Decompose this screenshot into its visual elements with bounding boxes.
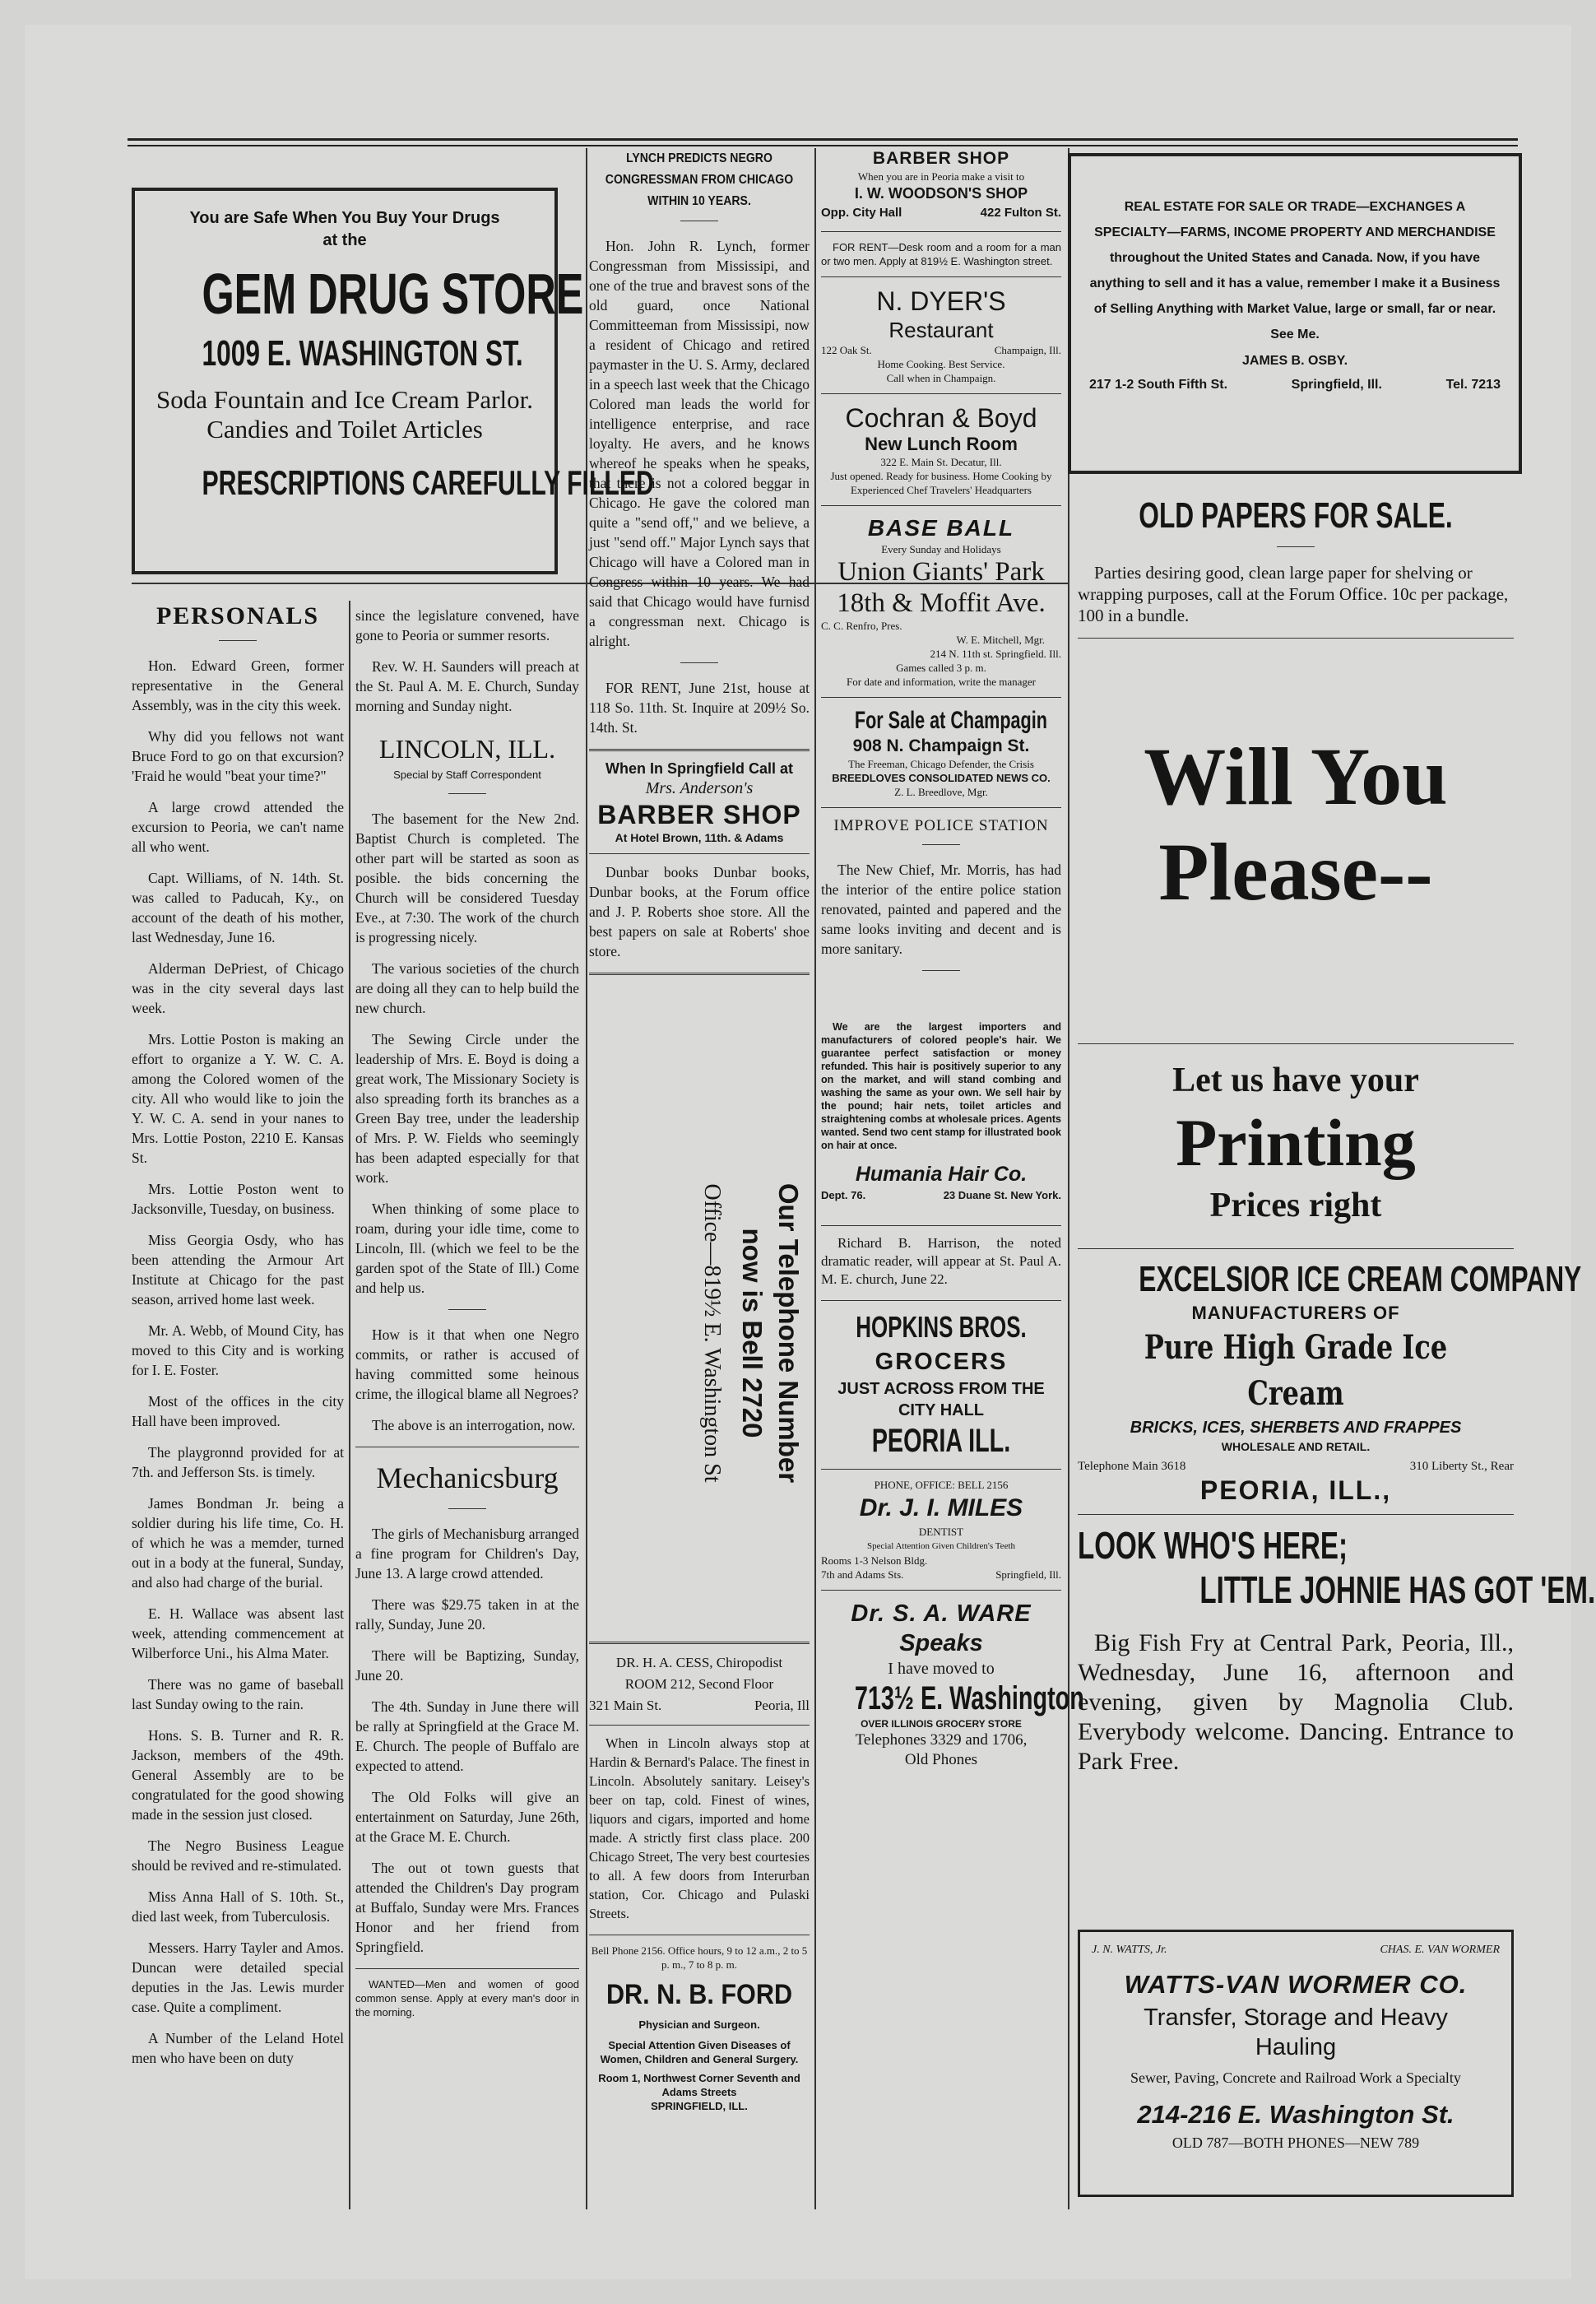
personal-item: There was no game of baseball last Sunday owing to the rain. bbox=[132, 1676, 344, 1712]
divider bbox=[448, 793, 486, 794]
excelsior-mfr: MANUFACTURERS OF bbox=[1191, 1303, 1400, 1323]
divider bbox=[821, 697, 1061, 698]
personal-item: Messers. Harry Tayler and Amos. Duncan were detailed special deputies in the Jas. Lewis murder case. Quite a compliment. bbox=[132, 1939, 344, 2015]
cochran-boyd-ad bbox=[821, 402, 1061, 497]
personals-continued: since the legislature convened, have gone to Peoria or summer resorts. bbox=[355, 607, 579, 643]
divider bbox=[821, 276, 1061, 277]
column-rule bbox=[814, 148, 816, 2209]
divider bbox=[448, 1508, 486, 1509]
osby-city: Springfield, Ill. bbox=[1291, 378, 1382, 392]
dunbar-books-notice: Dunbar books Dunbar books, Dunbar books, at the Forum office and J. P. Roberts shoe store. All the best papers on sale at Roberts' shoe store. bbox=[589, 864, 810, 959]
divider bbox=[821, 505, 1061, 506]
column-rule bbox=[349, 601, 350, 2209]
osby-tel: Tel. 7213 bbox=[1445, 378, 1501, 392]
champaign-mgr: Z. L. Breedlove, Mgr. bbox=[894, 786, 988, 798]
divider bbox=[821, 1590, 1061, 1591]
lincoln-item: The various societies of the church are doing all they can to help build the new church. bbox=[355, 960, 579, 1016]
dyer-name: N. DYER'S bbox=[876, 286, 1006, 316]
printing-line3: Prices right bbox=[1209, 1187, 1382, 1224]
hardin-bernard-ad: When in Lincoln always stop at Hardin & Bernard's Palace. The finest in Lincoln. Absolutely sanitary. Leisey's beer on tap, cold. Finest of wines, liquors and cigars, imported and home made. A strictly first class place. 200 Chicago Street, The very best courtesies to all. A few doors from Interurban station, Cor. Chicago and Pulaski Streets. bbox=[589, 1735, 810, 1921]
dyer-sub: Restaurant bbox=[888, 318, 994, 342]
divider bbox=[821, 807, 1061, 808]
cess-address: 321 Main St. bbox=[589, 1698, 662, 1713]
ford-city: SPRINGFIELD, ILL. bbox=[651, 2100, 748, 2112]
telephone-line1: Our Telephone Number bbox=[773, 1182, 804, 1484]
personal-item: James Bondman Jr. being a soldier during his life time, Co. H. of which he was a memder, turned out in a body at the funeral, Sunday, and also had charge of the burial. bbox=[132, 1495, 344, 1591]
miles-special: Special Attention Given Children's Teeth bbox=[866, 1541, 1016, 1551]
watts-line3: Sewer, Paving, Concrete and Railroad Work a Specialty bbox=[1130, 2069, 1461, 2086]
column-three-lower bbox=[589, 1633, 810, 2113]
miles-sts: 7th and Adams Sts. bbox=[821, 1568, 904, 1581]
for-rent-house: FOR RENT, June 21st, house at 118 So. 11th. St. Inquire at 209½ So. 14th. St. bbox=[589, 680, 810, 736]
divider bbox=[1078, 1514, 1514, 1515]
dyer-l2: Call when in Champaign. bbox=[886, 372, 996, 384]
baseball-address: 214 N. 11th st. Springfield. Ill. bbox=[930, 648, 1061, 660]
ware-address: 713½ E. Washington bbox=[854, 1680, 1084, 1716]
column-five bbox=[1078, 494, 1596, 1788]
ford-hours: Bell Phone 2156. Office hours, 9 to 12 a.m., 2 to 5 p. m., 7 to 8 p. m. bbox=[591, 1944, 808, 1971]
cochran-name: Cochran & Boyd bbox=[845, 403, 1037, 433]
osby-real-estate-ad bbox=[1068, 153, 1522, 474]
hopkins-city: PEORIA ILL. bbox=[871, 1423, 1011, 1459]
miles-title: DENTIST bbox=[918, 1526, 964, 1538]
mechanicsburg-heading: Mechanicsburg bbox=[376, 1461, 559, 1494]
cess-ad bbox=[589, 1652, 810, 1716]
harrison-notice: Richard B. Harrison, the noted dramatic reader, will appear at St. Paul A. M. E. church, June 22. bbox=[821, 1235, 1061, 1287]
woodson-name: I. W. WOODSON'S SHOP bbox=[854, 185, 1028, 202]
personal-item: Hon. Edward Green, former representative in the General Assembly, was in the city this week. bbox=[132, 657, 344, 713]
divider bbox=[821, 1300, 1061, 1301]
miles-city: Springfield, Ill. bbox=[995, 1568, 1061, 1581]
excelsior-ice-cream-ad bbox=[1078, 1257, 1582, 1506]
anderson-line2: Mrs. Anderson's bbox=[645, 779, 754, 797]
telephone-notice bbox=[601, 1029, 806, 1637]
personals-heading: PERSONALS bbox=[155, 602, 320, 629]
mechanicsburg-item: The Old Folks will give an entertainment on Saturday, June 26th, at the Grace M. E. Church. bbox=[355, 1789, 579, 1845]
baseball-park: Union Giants' Park bbox=[837, 557, 1045, 587]
gem-drug-store-ad bbox=[132, 188, 654, 574]
dyer-restaurant-ad bbox=[821, 286, 1061, 385]
personal-item: Miss Anna Hall of S. 10th. St., died last week, from Tuberculosis. bbox=[132, 1888, 344, 1925]
lincoln-subheading: Special by Staff Correspondent bbox=[393, 769, 541, 781]
excelsior-tel: Telephone Main 3618 bbox=[1078, 1460, 1186, 1473]
cochran-address: 322 E. Main St. Decatur, Ill. bbox=[880, 456, 1002, 468]
divider bbox=[589, 749, 810, 751]
police-heading: IMPROVE POLICE STATION bbox=[833, 817, 1049, 834]
lincoln-heading: LINCOLN, ILL. bbox=[378, 734, 556, 764]
watts-address: 214-216 E. Washington St. bbox=[1137, 2100, 1454, 2129]
lincoln-item: The basement for the New 2nd. Baptist Church is completed. The other part will be started as soon as posible. the bids concerning the Church will be considered Tuesday Eve., at 7:30. The work of the church is progressing nicely. bbox=[355, 811, 579, 945]
champaign-head: For Sale at Champagin bbox=[854, 707, 1047, 734]
watts-van-wormer-ad bbox=[1078, 1930, 1514, 2197]
humania-name: Humania Hair Co. bbox=[855, 1163, 1028, 1186]
personal-item: Alderman DePriest, of Chicago was in the city several days last week. bbox=[132, 960, 344, 1016]
mechanicsburg-item: There was $29.75 taken in at the rally, Sunday, June 20. bbox=[355, 1596, 579, 1633]
divider bbox=[448, 1309, 486, 1310]
divider bbox=[1078, 1043, 1514, 1044]
wanted-notice: WANTED—Men and women of good common sense. Apply at every man's door in the morning. bbox=[355, 1978, 579, 2018]
printing-line2: Printing bbox=[1176, 1105, 1416, 1180]
watts-line2: Hauling bbox=[1255, 2034, 1337, 2060]
cess-line2: ROOM 212, Second Floor bbox=[624, 1676, 774, 1692]
divider bbox=[821, 393, 1061, 394]
cochran-body: Just opened. Ready for business. Home Cooking by Experienced Chef Travelers' Headquarters bbox=[830, 470, 1052, 496]
divider bbox=[589, 973, 810, 975]
fish-fry-notice: Big Fish Fry at Central Park, Peoria, Ill., Wednesday, June 16, afternoon and evening, given by Magnolia Club. Everybody welcome. Dancing. Entrance to Park Free. bbox=[1078, 1629, 1514, 1775]
ware-old: Old Phones bbox=[904, 1751, 978, 1768]
ware-moved: I have moved to bbox=[888, 1660, 995, 1678]
old-papers-heading: OLD PAPERS FOR SALE. bbox=[1139, 495, 1453, 536]
divider bbox=[821, 231, 1061, 232]
personal-item: Most of the offices in the city Hall have been improved. bbox=[132, 1393, 344, 1429]
mechanicsburg-item: The girls of Mechanisburg arranged a fine program for Children's Day, June 13. A large crowd attended. bbox=[355, 1526, 579, 1582]
humania-body: We are the largest importers and manufacturers of colored people's hair. We guarantee perfect satisfaction or money refunded. This hair is positively superior to any on the market, and will stand combing and washing the same as your own. We sell hair by the pound; hair nets, toilet articles and straightening combs at wholesale prices. Agents wanted. Send two cent stamp for illustrated book on hair at once. bbox=[821, 1021, 1061, 1151]
printing-line1: Let us have your bbox=[1172, 1061, 1419, 1099]
baseball-games: Games called 3 p. m. bbox=[896, 662, 986, 674]
personals-list bbox=[132, 656, 344, 2068]
lincoln-item: When thinking of some place to roam, during your idle time, come to Lincoln, Ill. (which we feel to be the garden spot of the State of Ill.) Come and help us. bbox=[355, 1201, 579, 1296]
osby-name: JAMES B. OSBY. bbox=[1241, 354, 1348, 368]
column-four bbox=[821, 148, 1084, 1770]
personal-item: E. H. Wallace was absent last week, attending commencement at Wilberforce Uni., his Alma Mater. bbox=[132, 1605, 344, 1661]
divider bbox=[589, 1725, 810, 1726]
divider bbox=[1078, 1248, 1514, 1249]
miles-phone: PHONE, OFFICE: BELL 2156 bbox=[874, 1479, 1009, 1491]
ford-special: Special Attention Given Diseases of Women, Children and General Surgery. bbox=[600, 2039, 799, 2065]
divider bbox=[821, 1225, 1061, 1226]
mechanicsburg-item: There will be Baptizing, Sunday, June 20. bbox=[355, 1647, 579, 1684]
ware-tel: Telephones 3329 and 1706, bbox=[855, 1731, 1028, 1749]
lynch-heading: LYNCH PREDICTS NEGRO CONGRESSMAN FROM CHICAGO WITHIN 10 YEARS. bbox=[605, 151, 794, 208]
lynch-article: Hon. John R. Lynch, former Congressman from Mississipi, and one of the true and bravest sons of the old guard, once National Committeeman from Mississipi, now a resident of Chicago and retired paymaster in the U. S. Army, declared in a speech last week that the Chicago Colored man leads the world for intelligence enterprise, and race loyalty. He avers, and he knows whereof he speaks when he speaks, that there is not a colored beggar in Chicago. He gave the colored man quite a "send off," and we believe, a just "send off." Major Lynch says that Chicago will have a Colored man in Congress within 10 years. We had said that Chicago would have furnisd a congressman next. Chicago is alright. bbox=[589, 238, 810, 649]
baseball-mgr: W. E. Mitchell, Mgr. bbox=[956, 634, 1045, 646]
baseball-pres: C. C. Renfro, Pres. bbox=[821, 620, 902, 632]
personal-item: Mr. A. Webb, of Mound City, has moved to this City and is working for I. E. Foster. bbox=[132, 1322, 344, 1378]
police-article: The New Chief, Mr. Morris, has had the interior of the entire police station renovated, painted and papered and the same looks inviting and decent and is more sanitary. bbox=[821, 862, 1061, 957]
woodson-head: BARBER SHOP bbox=[872, 149, 1010, 168]
gem-line2: at the bbox=[322, 231, 367, 249]
ware-speaks: Speaks bbox=[899, 1630, 983, 1656]
hopkins-across: JUST ACROSS FROM THE CITY HALL bbox=[837, 1380, 1045, 1419]
baseball-head: BASE BALL bbox=[867, 515, 1015, 541]
woodson-left: Opp. City Hall bbox=[821, 206, 902, 220]
humania-hair-ad bbox=[821, 1020, 1061, 1202]
divider bbox=[922, 844, 960, 845]
mechanicsburg-item: The out ot town guests that attended the Children's Day program at Buffalo, Sunday were Mrs. Frances Honor and her friend from Springfield. bbox=[355, 1860, 579, 1955]
gem-footer: PRESCRIPTIONS CAREFULLY FILLED bbox=[202, 463, 654, 502]
personal-item: Mrs. Lottie Poston went to Jacksonville, Tuesday, on business. bbox=[132, 1181, 344, 1217]
champaign-news-ad bbox=[821, 706, 1061, 799]
old-papers-body: Parties desiring good, clean large paper for shelving or wrapping purposes, call at the Forum Office. 10c per package, 100 in a bundle. bbox=[1078, 563, 1509, 625]
mechanicsburg-list bbox=[355, 1524, 579, 1957]
johnie-line2: LITTLE JOHNIE HAS GOT 'EM. bbox=[1199, 1568, 1596, 1611]
woodson-right: 422 Fulton St. bbox=[980, 206, 1061, 220]
excelsior-city: PEORIA, ILL., bbox=[1199, 1475, 1392, 1505]
personal-item: Mrs. Lottie Poston is making an effort to organize a Y. W. C. A. among the Colored women of the city. All who would like to join the Y. W. C. A. send in your nanes to Mrs. Lottie Poston, 2210 E. Kansas St. bbox=[132, 1031, 344, 1166]
cochran-sub: New Lunch Room bbox=[865, 434, 1018, 454]
divider bbox=[922, 970, 960, 971]
ford-name: DR. N. B. FORD bbox=[605, 1979, 793, 2010]
divider bbox=[1078, 638, 1514, 639]
hopkins-name: HOPKINS BROS. bbox=[856, 1310, 1027, 1344]
gem-address: 1009 E. WASHINGTON ST. bbox=[202, 333, 523, 374]
will-you-line2: Please-- bbox=[1158, 826, 1433, 917]
baseball-location: 18th & Moffit Ave. bbox=[837, 588, 1046, 618]
divider bbox=[821, 1469, 1061, 1470]
excelsior-name: EXCELSIOR ICE CREAM COMPANY bbox=[1139, 1259, 1582, 1299]
watts-left: J. N. WATTS, Jr. bbox=[1092, 1944, 1167, 1956]
miles-name: Dr. J. I. MILES bbox=[859, 1494, 1023, 1521]
telephone-line2: now is Bell 2720 bbox=[737, 1228, 768, 1438]
excelsior-pure: Pure High Grade Ice Cream bbox=[1144, 1328, 1448, 1413]
gem-line1: You are Safe When You Buy Your Drugs bbox=[189, 209, 500, 227]
question-text: How is it that when one Negro commits, or rather is accused of having committed some heinous crime, the illogical blame all Negroes? bbox=[355, 1326, 579, 1402]
ford-room: Room 1, Northwest Corner Seventh and Adams Streets bbox=[598, 2072, 800, 2098]
baseball-info: For date and information, write the manager bbox=[847, 676, 1036, 688]
ware-over: OVER ILLINOIS GROCERY STORE bbox=[861, 1718, 1022, 1730]
hopkins-grocers: GROCERS bbox=[875, 1349, 1008, 1375]
dyer-left: 122 Oak St. bbox=[821, 344, 872, 356]
woodson-sub: When you are in Peoria make a visit to bbox=[857, 170, 1025, 183]
cess-city: Peoria, Ill bbox=[754, 1698, 810, 1713]
lincoln-item: The Sewing Circle under the leadership of Mrs. E. Boyd is doing a great work, The Missionary Society is also spreading forth its branches as a Green Bay tree, under the leadership of Mrs. P. W. Fields who seemingly has been adapted especially for that work. bbox=[355, 1031, 579, 1186]
anderson-line1: When In Springfield Call at bbox=[605, 760, 793, 777]
top-double-rule bbox=[128, 138, 1518, 146]
personal-item: A Number of the Leland Hotel men who have been on duty bbox=[132, 2030, 344, 2066]
anderson-barber-ad bbox=[589, 759, 810, 845]
column-two bbox=[355, 606, 579, 2019]
miles-dentist-ad bbox=[821, 1478, 1061, 1582]
lincoln-list bbox=[355, 809, 579, 1298]
divider bbox=[355, 1968, 579, 1969]
hopkins-grocers-ad bbox=[821, 1309, 1061, 1461]
answer-text: The above is an interrogation, now. bbox=[372, 1417, 576, 1433]
ford-title: Physician and Surgeon. bbox=[638, 2018, 760, 2031]
personal-item: Miss Georgia Osdy, who has been attending the Armour Art Institute at Chicago for the past season, arrived home last week. bbox=[132, 1232, 344, 1308]
woodson-barber-ad bbox=[821, 148, 1061, 223]
personal-item: A large crowd attended the excursion to Peoria, we can't name all who went. bbox=[132, 799, 344, 855]
baseball-sub: Every Sunday and Holidays bbox=[881, 543, 1001, 555]
anderson-address: At Hotel Brown, 11th. & Adams bbox=[615, 831, 784, 844]
personal-item: The playgronnd provided for at 7th. and Jefferson Sts. is timely. bbox=[132, 1444, 344, 1480]
ware-ad bbox=[821, 1599, 1084, 1770]
excelsior-wholesale: WHOLESALE AND RETAIL. bbox=[1221, 1440, 1371, 1453]
humania-dept: Dept. 76. bbox=[821, 1189, 866, 1201]
cess-line1: DR. H. A. CESS, Chiropodist bbox=[615, 1655, 783, 1670]
personals-column bbox=[132, 601, 344, 2079]
anderson-name: BARBER SHOP bbox=[597, 800, 801, 829]
personal-item: Capt. Williams, of N. 14th. St. was called to Paducah, Ky., on account of the death of his mother, last Wednesday, June 16. bbox=[132, 870, 344, 945]
osby-address: 217 1-2 South Fifth St. bbox=[1089, 378, 1228, 392]
johnie-line1: LOOK WHO'S HERE; bbox=[1078, 1524, 1348, 1567]
divider bbox=[589, 853, 810, 854]
telephone-line3: Office—819½ E. Washington St bbox=[699, 1183, 725, 1483]
personal-item: The Negro Business League should be revived and re-stimulated. bbox=[132, 1837, 344, 1874]
column-rule bbox=[586, 148, 587, 2209]
personal-item: Hons. S. B. Turner and R. R. Jackson, members of the 49th. General Assembly are to be congratulated for the good showing made in the session just closed. bbox=[132, 1727, 344, 1823]
divider bbox=[680, 662, 718, 663]
dyer-l1: Home Cooking. Best Service. bbox=[877, 358, 1005, 370]
watts-line1: Transfer, Storage and Heavy bbox=[1144, 2004, 1448, 2031]
will-you-line1: Will You bbox=[1144, 731, 1448, 822]
divider bbox=[1277, 546, 1315, 547]
osby-body: REAL ESTATE FOR SALE OR TRADE—EXCHANGES A SPECIALTY—FARMS, INCOME PROPERTY AND MERCHANDISE throughout the United States and Canada. Now, if you have anything to sell and it has a value, remember I make it a Business of Selling Anything with Market Value, large or small, far or near. See Me. bbox=[1089, 200, 1501, 341]
excelsior-address: 310 Liberty St., Rear bbox=[1409, 1460, 1514, 1473]
humania-address: 23 Duane St. New York. bbox=[943, 1189, 1061, 1201]
champaign-papers: The Freeman, Chicago Defender, the Crisis bbox=[848, 758, 1034, 770]
personal-item: Why did you fellows not want Bruce Ford to go on that excursion? 'Fraid he would "beat your time?" bbox=[132, 728, 344, 784]
divider bbox=[219, 640, 257, 641]
champaign-company: BREEDLOVES CONSOLIDATED NEWS CO. bbox=[832, 772, 1051, 784]
ford-ad bbox=[589, 1944, 810, 2113]
miles-rooms: Rooms 1-3 Nelson Bldg. bbox=[821, 1554, 928, 1567]
watts-right: CHAS. E. VAN WORMER bbox=[1380, 1944, 1500, 1956]
desk-room-rent: FOR RENT—Desk room and a room for a man or two men. Apply at 819½ E. Washington street. bbox=[821, 241, 1061, 267]
gem-name: GEM DRUG STORE bbox=[202, 262, 584, 326]
gem-desc: Soda Fountain and Ice Cream Parlor. Candies and Toilet Articles bbox=[155, 385, 533, 444]
column-three bbox=[589, 148, 810, 983]
champaign-address: 908 N. Champaign St. bbox=[852, 736, 1030, 755]
excelsior-bricks: BRICKS, ICES, SHERBETS AND FRAPPES bbox=[1130, 1419, 1462, 1437]
dyer-right: Champaign, Ill. bbox=[994, 344, 1061, 356]
watts-name: WATTS-VAN WORMER CO. bbox=[1124, 1970, 1468, 1999]
divider bbox=[589, 1642, 810, 1644]
saunders-notice: Rev. W. H. Saunders will preach at the St. Paul A. M. E. Church, Sunday morning and Sunday night. bbox=[355, 658, 579, 714]
watts-phones: OLD 787—BOTH PHONES—NEW 789 bbox=[1171, 2134, 1420, 2151]
baseball-ad bbox=[821, 514, 1061, 689]
mechanicsburg-item: The 4th. Sunday in June there will be rally at Springfield at the Grace M. E. Church. The people of Buffalo are expected to attend. bbox=[355, 1698, 579, 1774]
ware-name: Dr. S. A. WARE bbox=[851, 1600, 1032, 1627]
